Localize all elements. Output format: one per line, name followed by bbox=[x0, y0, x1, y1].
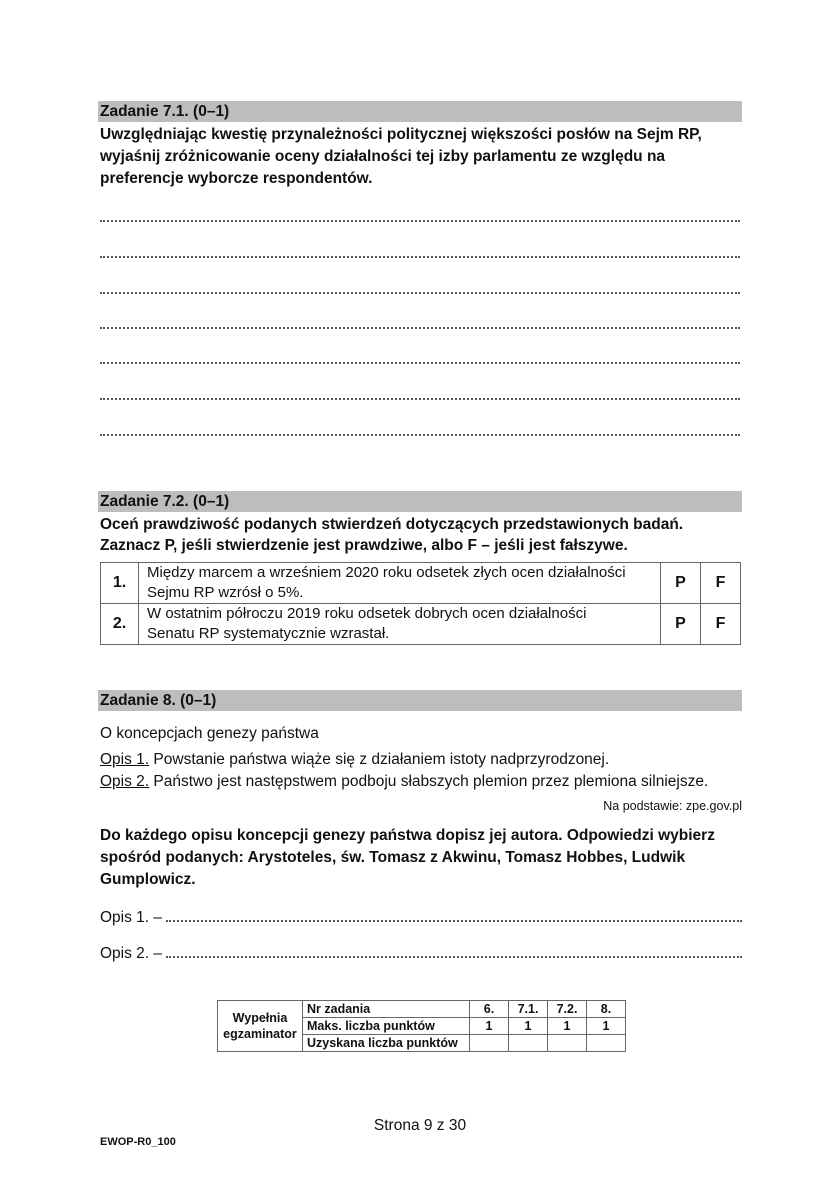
statement-number: 2. bbox=[101, 604, 139, 645]
statement-text-line: Między marcem a wrześniem 2020 roku odsetek złych ocen działalności bbox=[147, 564, 626, 581]
row-header: Nr zadania bbox=[303, 1001, 470, 1018]
statement-text bbox=[139, 563, 661, 604]
answer-field[interactable] bbox=[166, 906, 742, 922]
description-1 bbox=[100, 749, 609, 771]
task-8-instruction: Do każdego opisu koncepcji genezy państwa dopisz jej autora. Odpowiedzi wybierz spośród podanych: Arystoteles, św. Tomasz z Akwinu, Tomasz Hobbes, Ludwik Gumplowicz. bbox=[100, 827, 715, 888]
task-7-1-instruction: Uwzględniając kwestię przynależności politycznej większości posłów na Sejm RP, wyjaśnij zróżnicowanie oceny działalności tej izby parlamentu ze względu na preferencje wyborcze respondentów. bbox=[100, 126, 702, 187]
answer-label: Opis 1. – bbox=[100, 909, 163, 926]
max-points: 1 bbox=[587, 1018, 626, 1035]
option-true[interactable]: P bbox=[661, 563, 701, 604]
true-false-table bbox=[100, 562, 741, 645]
document-code: EWOP-R0_100 bbox=[100, 1136, 176, 1148]
task-7-2-header: Zadanie 7.2. (0–1) bbox=[98, 491, 742, 512]
table-row bbox=[101, 563, 741, 604]
answer-line[interactable] bbox=[100, 254, 740, 258]
statement-text bbox=[139, 604, 661, 645]
answer-label: Opis 2. – bbox=[100, 945, 163, 962]
page-number: Strona 9 z 30 bbox=[373, 1117, 467, 1134]
answer-opis-2[interactable] bbox=[100, 942, 742, 963]
task-7-2-instruction-line2: Zaznacz P, jeśli stwierdzenie jest prawdziwe, albo F – jeśli jest fałszywe. bbox=[100, 537, 628, 554]
max-points: 1 bbox=[548, 1018, 587, 1035]
examiner-label bbox=[218, 1001, 303, 1052]
option-true[interactable]: P bbox=[661, 604, 701, 645]
answer-field[interactable] bbox=[166, 942, 742, 958]
answer-line[interactable] bbox=[100, 325, 740, 329]
answer-line[interactable] bbox=[100, 290, 740, 294]
answer-line[interactable] bbox=[100, 218, 740, 222]
task-number: 7.1. bbox=[509, 1001, 548, 1018]
task-number: 8. bbox=[587, 1001, 626, 1018]
table-row bbox=[101, 604, 741, 645]
task-7-1-header: Zadanie 7.1. (0–1) bbox=[98, 101, 742, 122]
description-text: Powstanie państwa wiąże się z działaniem istoty nadprzyrodzonej. bbox=[149, 751, 610, 768]
description-label: Opis 1. bbox=[100, 751, 150, 768]
option-false[interactable]: F bbox=[701, 604, 741, 645]
answer-line[interactable] bbox=[100, 360, 740, 364]
obtained-points-cell[interactable] bbox=[509, 1035, 548, 1052]
examiner-label-line: egzaminator bbox=[223, 1027, 297, 1041]
source-title: O koncepcjach genezy państwa bbox=[100, 725, 319, 742]
description-text: Państwo jest następstwem podboju słabszych plemion przez plemiona silniejsze. bbox=[149, 773, 709, 790]
source-note: Na podstawie: zpe.gov.pl bbox=[603, 799, 742, 813]
task-8-header: Zadanie 8. (0–1) bbox=[98, 690, 742, 711]
answer-line[interactable] bbox=[100, 432, 740, 436]
max-points: 1 bbox=[509, 1018, 548, 1035]
statement-text-line: W ostatnim półroczu 2019 roku odsetek dobrych ocen działalności bbox=[147, 605, 587, 622]
task-number: 6. bbox=[470, 1001, 509, 1018]
option-false[interactable]: F bbox=[701, 563, 741, 604]
row-header: Uzyskana liczba punktów bbox=[303, 1035, 470, 1052]
obtained-points-cell[interactable] bbox=[587, 1035, 626, 1052]
obtained-points-cell[interactable] bbox=[470, 1035, 509, 1052]
statement-text-line: Sejmu RP wzrósł o 5%. bbox=[147, 584, 304, 601]
answer-opis-1[interactable] bbox=[100, 906, 742, 927]
table-row bbox=[218, 1001, 626, 1018]
examiner-label-line: Wypełnia bbox=[232, 1011, 288, 1025]
statement-number: 1. bbox=[101, 563, 139, 604]
description-2 bbox=[100, 771, 708, 793]
row-header: Maks. liczba punktów bbox=[303, 1018, 470, 1035]
answer-line[interactable] bbox=[100, 396, 740, 400]
examiner-table bbox=[217, 1000, 626, 1052]
task-number: 7.2. bbox=[548, 1001, 587, 1018]
task-7-2-instruction-line1: Oceń prawdziwość podanych stwierdzeń dotyczących przedstawionych badań. bbox=[100, 516, 684, 533]
statement-text-line: Senatu RP systematycznie wzrastał. bbox=[147, 625, 390, 642]
obtained-points-cell[interactable] bbox=[548, 1035, 587, 1052]
description-label: Opis 2. bbox=[100, 773, 150, 790]
max-points: 1 bbox=[470, 1018, 509, 1035]
